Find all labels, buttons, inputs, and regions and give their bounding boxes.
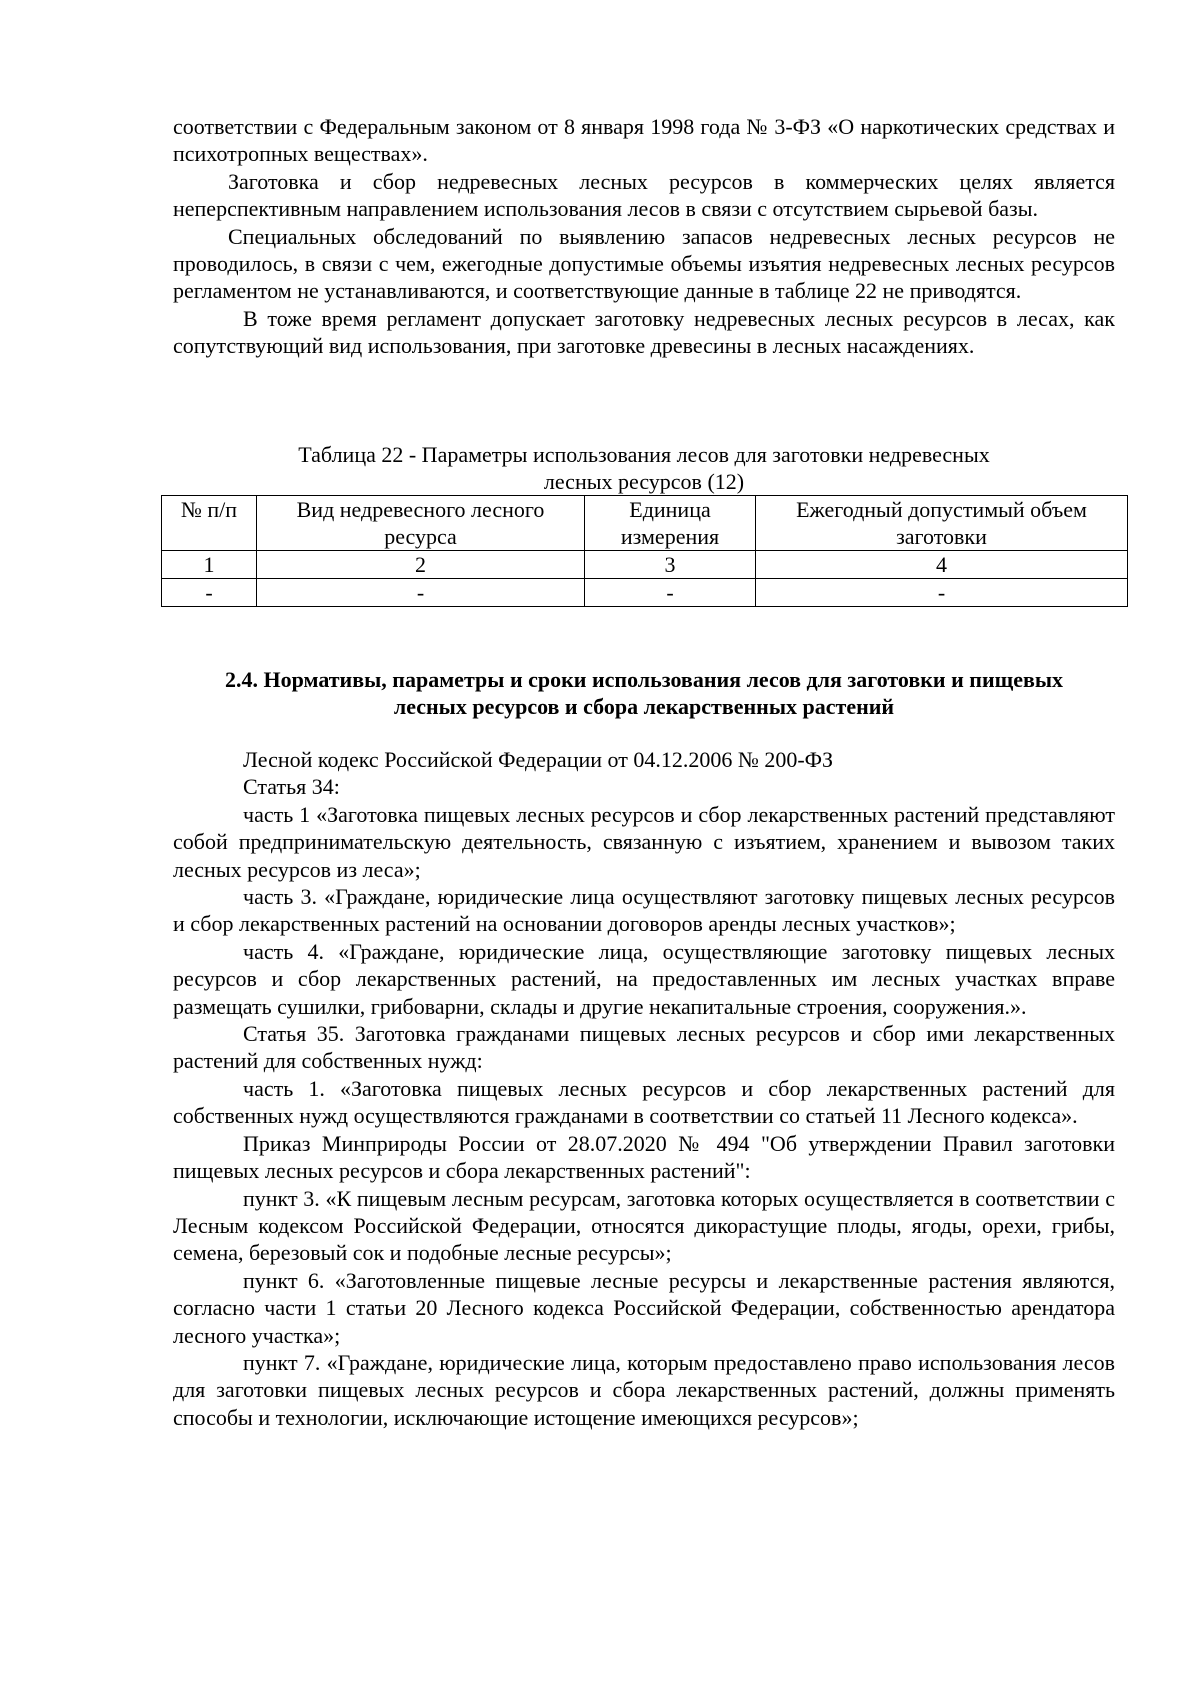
table-caption [173,441,1115,495]
intro-text-block [173,113,1115,360]
section-title-line: лесных ресурсов и сбора лекарственных растений [393,694,895,719]
paragraph: пункт 6. «Заготовленные пищевые лесные ресурсы и лекарственные растения являются, согласно части 1 статьи 20 Лесного кодекса Российской Федерации, собственностью арендатора лесного участка»; [173,1267,1115,1348]
table-cell: 2 [257,551,585,579]
table-header-cell: Единица измерения [585,496,756,551]
table-row [162,579,1128,607]
table-cell: 1 [162,551,257,579]
table-cell: 3 [585,551,756,579]
paragraph: Приказ Минприроды России от 28.07.2020 № 494 "Об утверждении Правил заготовки пищевых лесных ресурсов и сбора лекарственных растений": [173,1130,1115,1184]
table-header-cell: Ежегодный допустимый объем заготовки [756,496,1128,551]
body-text-block [173,746,1115,1431]
paragraph: часть 1 «Заготовка пищевых лесных ресурсов и сбор лекарственных растений представляют собой предпринимательскую деятельность, связанную с изъятием, хранением и вывозом таких лесных ресурсов из леса»; [173,801,1115,882]
section-number: 2.4 [224,667,253,692]
paragraph: Лесной кодекс Российской Федерации от 04.12.2006 № 200-ФЗ [243,747,834,772]
paragraph: В тоже время регламент допускает заготовку недревесных лесных ресурсов в лесах, как сопутствующий вид использования, при заготовке древесины в лесных насаждениях. [173,305,1115,359]
paragraph: часть 4. «Граждане, юридические лица, осуществляющие заготовку пищевых лесных ресурсов и сбор лекарственных растений, на предоставленных им лесных участках вправе размещать сушилки, грибоварни, склады и другие некапитальные строения, сооружения.». [173,938,1115,1019]
table-cell: - [756,579,1128,607]
paragraph: Статья 35. Заготовка гражданами пищевых лесных ресурсов и сбор ими лекарственных растений для собственных нужд: [173,1021,1115,1074]
paragraph: Заготовка и сбор недревесных лесных ресурсов в коммерческих целях является неперспективным направлением использования лесов в связи с отсутствием сырьевой базы. [173,168,1115,222]
paragraph: Специальных обследований по выявлению запасов недревесных лесных ресурсов не проводилось, в связи с чем, ежегодные допустимые объемы изъятия недревесных лесных ресурсов регламентом не устанавливаются, и соответствующие данные в таблице 22 не приводятся. [173,223,1115,304]
table-cell: - [585,579,756,607]
table-22 [161,495,1128,607]
table-numbering-row [162,551,1128,579]
paragraph: пункт 7. «Граждане, юридические лица, которым предоставлено право использования лесов для заготовки пищевых лесных ресурсов и сбора лекарственных растений, должны применять способы и технологии, исключающие истощение имеющихся ресурсов»; [173,1349,1115,1430]
table-header-cell: Вид недревесного лесного ресурса [257,496,585,551]
table-cell: 4 [756,551,1128,579]
table-header-row [162,496,1128,551]
paragraph: часть 1. «Заготовка пищевых лесных ресурсов и сбор лекарственных растений для собственных нужд осуществляются гражданами в соответствии со статьей 11 Лесного кодекса». [173,1075,1115,1129]
table-header-cell: № п/п [162,496,257,551]
paragraph: пункт 3. «К пищевым лесным ресурсам, заготовка которых осуществляется в соответствии с Лесным кодексом Российской Федерации, относятся дикорастущие плоды, ягоды, орехи, грибы, семена, березовый сок и подобные лесные ресурсы»; [173,1185,1115,1266]
paragraph: Статья 34: [243,774,340,800]
table-cell: - [162,579,257,607]
section-heading [173,666,1115,720]
section-title-line: . Нормативы, параметры и сроки использования лесов для заготовки и пищевых [252,667,1064,692]
table-caption-line: Таблица 22 - Параметры использования лесов для заготовки недревесных [298,442,990,467]
table-caption-line: лесных ресурсов (12) [543,469,745,494]
paragraph: соответствии с Федеральным законом от 8 января 1998 года № 3-ФЗ «О наркотических средствах и психотропных веществах». [173,114,1115,167]
table-cell: - [257,579,585,607]
paragraph: часть 3. «Граждане, юридические лица осуществляют заготовку пищевых лесных ресурсов и сбор лекарственных растений на основании договоров аренды лесных участков»; [173,884,1115,937]
